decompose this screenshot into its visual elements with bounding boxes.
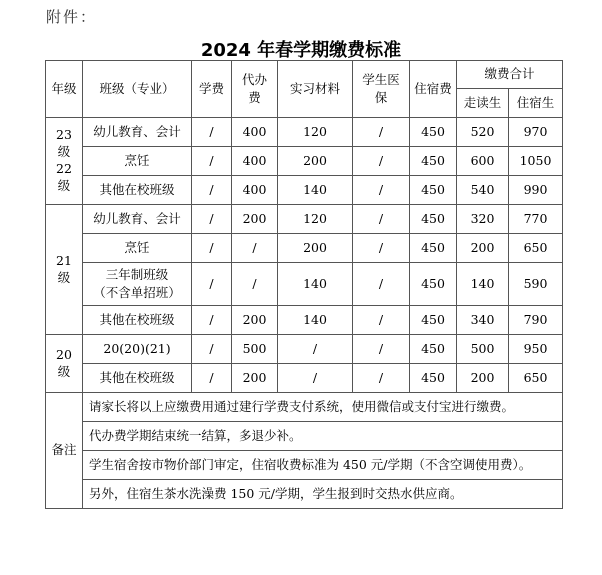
class-label: （不含单招班）: [93, 285, 181, 300]
materials-cell: 140: [278, 176, 353, 205]
table-row: [46, 335, 563, 364]
agency-cell: /: [232, 234, 278, 263]
boarding-cell: 950: [509, 335, 563, 364]
table-row: [46, 176, 563, 205]
materials-cell: 120: [278, 205, 353, 234]
insurance-cell: /: [353, 147, 410, 176]
agency-cell: 400: [232, 118, 278, 147]
note-row: [46, 480, 563, 509]
lodging-cell: 450: [410, 306, 457, 335]
header-total: 缴费合计: [457, 61, 563, 89]
insurance-cell: /: [353, 263, 410, 306]
table-row: [46, 118, 563, 147]
note-row: [46, 422, 563, 451]
agency-cell: 500: [232, 335, 278, 364]
boarding-cell: 650: [509, 364, 563, 393]
lodging-cell: 450: [410, 234, 457, 263]
tuition-cell: /: [192, 306, 232, 335]
note-text: 学生宿舍按市物价部门审定，住宿收费标准为 450 元/学期（不含空调使用费）。: [83, 451, 563, 480]
day-cell: 540: [457, 176, 509, 205]
lodging-cell: 450: [410, 118, 457, 147]
grade-label: 21: [56, 252, 72, 268]
header-materials: 实习材料: [278, 61, 353, 118]
class-cell: [83, 364, 192, 393]
page-title: 2024 年春学期缴费标准: [200, 40, 402, 61]
tuition-cell: /: [192, 364, 232, 393]
day-cell: 200: [457, 234, 509, 263]
materials-cell: 120: [278, 118, 353, 147]
insurance-cell: /: [353, 205, 410, 234]
tuition-cell: /: [192, 176, 232, 205]
day-cell: 520: [457, 118, 509, 147]
day-cell: 140: [457, 263, 509, 306]
class-label: 其他在校班级: [99, 311, 175, 327]
boarding-cell: 970: [509, 118, 563, 147]
insurance-cell: /: [353, 234, 410, 263]
lodging-cell: 450: [410, 176, 457, 205]
lodging-cell: 450: [410, 335, 457, 364]
class-label: 烹饪: [124, 239, 150, 255]
grade-label: 23: [56, 127, 72, 143]
materials-cell: 140: [278, 263, 353, 306]
table-row: [46, 263, 563, 306]
lodging-cell: 450: [410, 205, 457, 234]
insurance-cell: /: [353, 176, 410, 205]
class-cell: [83, 147, 192, 176]
materials-cell: /: [278, 335, 353, 364]
class-label: 其他在校班级: [99, 181, 175, 197]
class-label: 三年制班级: [105, 266, 169, 282]
materials-cell: 200: [278, 234, 353, 263]
insurance-cell: /: [353, 118, 410, 147]
class-cell: [83, 234, 192, 263]
grade-label: 级: [57, 269, 71, 285]
boarding-cell: 790: [509, 306, 563, 335]
tuition-cell: /: [192, 118, 232, 147]
lodging-cell: 450: [410, 364, 457, 393]
agency-cell: 400: [232, 176, 278, 205]
class-label: 其他在校班级: [99, 369, 175, 385]
tuition-cell: /: [192, 147, 232, 176]
grade-label: 级: [57, 363, 71, 379]
class-cell: [83, 118, 192, 147]
class-cell: [83, 335, 192, 364]
class-label: 烹饪: [124, 152, 150, 168]
materials-cell: 140: [278, 306, 353, 335]
day-cell: 600: [457, 147, 509, 176]
table-row: [46, 147, 563, 176]
class-label: 幼儿教育、会计: [93, 210, 181, 226]
note-row: [46, 451, 563, 480]
day-cell: 340: [457, 306, 509, 335]
tuition-cell: /: [192, 335, 232, 364]
class-cell: [83, 205, 192, 234]
header-insurance: 学生医 保: [353, 61, 410, 118]
grade-cell: [46, 205, 83, 335]
insurance-cell: /: [353, 335, 410, 364]
lodging-cell: 450: [410, 263, 457, 306]
class-label: 幼儿教育、会计: [93, 123, 181, 139]
grade-label: 级: [57, 144, 71, 160]
tuition-cell: /: [192, 263, 232, 306]
boarding-cell: 770: [509, 205, 563, 234]
fee-table: [45, 60, 563, 509]
class-cell: [83, 263, 192, 306]
header-agency-fee: 代办 费: [232, 61, 278, 118]
agency-cell: 200: [232, 364, 278, 393]
grade-label: 级: [57, 177, 71, 193]
class-cell: [83, 176, 192, 205]
table-row: [46, 234, 563, 263]
insurance-cell: /: [353, 306, 410, 335]
day-cell: 320: [457, 205, 509, 234]
tuition-cell: /: [192, 205, 232, 234]
agency-cell: 200: [232, 205, 278, 234]
lodging-cell: 450: [410, 147, 457, 176]
grade-label: 20: [56, 346, 72, 362]
boarding-cell: 990: [509, 176, 563, 205]
boarding-cell: 590: [509, 263, 563, 306]
agency-cell: 200: [232, 306, 278, 335]
insurance-cell: /: [353, 364, 410, 393]
boarding-cell: 650: [509, 234, 563, 263]
header-day-student: 走读生: [457, 89, 509, 118]
table-row: [46, 364, 563, 393]
note-text: 代办费学期结束统一结算，多退少补。: [83, 422, 563, 451]
header-tuition: 学费: [192, 61, 232, 118]
grade-cell: [46, 335, 83, 393]
agency-cell: /: [232, 263, 278, 306]
note-text: 另外，住宿生茶水洗澡费 150 元/学期，学生报到时交热水供应商。: [83, 480, 563, 509]
day-cell: 500: [457, 335, 509, 364]
table-row: [46, 306, 563, 335]
materials-cell: /: [278, 364, 353, 393]
grade-label: 22: [56, 161, 72, 176]
class-cell: [83, 306, 192, 335]
header-grade: 年级: [46, 61, 83, 118]
grade-cell: [46, 118, 83, 205]
header-lodging: 住宿费: [410, 61, 457, 118]
attachment-label: 附件：: [46, 8, 98, 26]
agency-cell: 400: [232, 147, 278, 176]
day-cell: 200: [457, 364, 509, 393]
tuition-cell: /: [192, 234, 232, 263]
note-text: 请家长将以上应缴费用通过建行学费支付系统，使用微信或支付宝进行缴费。: [83, 393, 563, 422]
header-boarding-student: 住宿生: [509, 89, 563, 118]
header-class: 班级（专业）: [83, 61, 192, 118]
note-row: [46, 393, 563, 422]
class-label: 20(20)(21): [103, 340, 171, 356]
table-row: [46, 205, 563, 234]
notes-label: 备注: [46, 393, 83, 509]
boarding-cell: 1050: [509, 147, 563, 176]
materials-cell: 200: [278, 147, 353, 176]
